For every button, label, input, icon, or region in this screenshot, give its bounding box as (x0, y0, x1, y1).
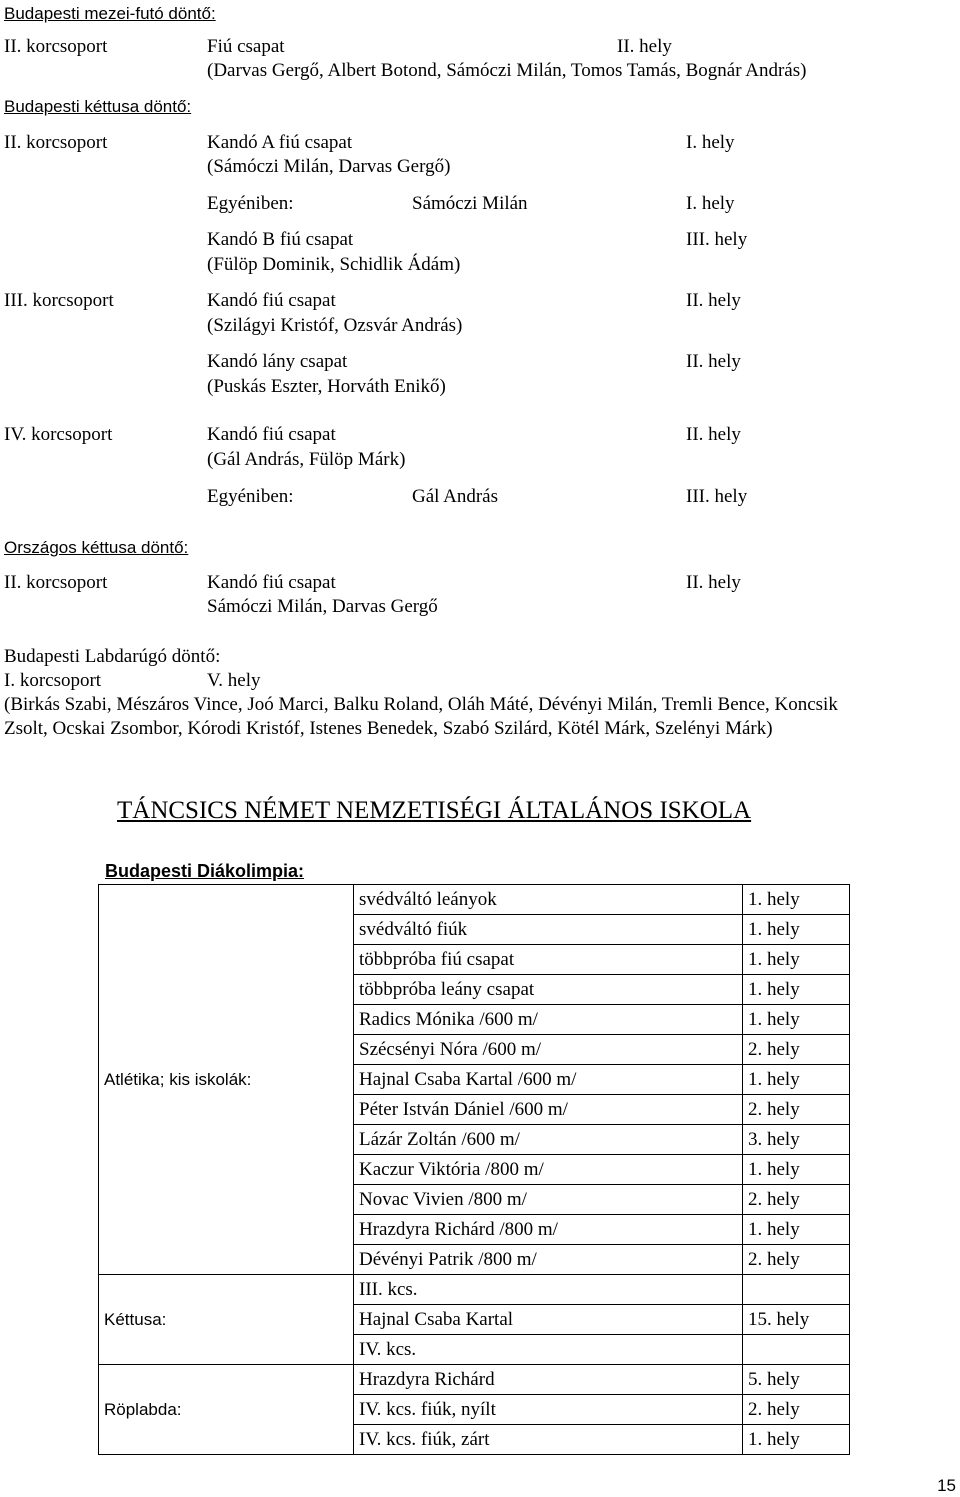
kettusa-a-members: (Sámóczi Milán, Darvas Gergő) (207, 156, 451, 177)
orszagos-group: II. korcsoport (4, 572, 108, 593)
kettusa-ind1-name: Sámóczi Milán (412, 193, 528, 214)
event-cell: többpróba fiú csapat (354, 945, 743, 975)
kettusa-a-team: Kandó A fiú csapat (207, 132, 353, 153)
event-cell: Hrazdyra Richárd /800 m/ (354, 1215, 743, 1245)
place-cell (743, 1335, 850, 1365)
labdarugo-heading: Budapesti Labdarúgó döntő: (4, 646, 221, 667)
event-cell: Hajnal Csaba Kartal (354, 1305, 743, 1335)
kettusa-ind2-label: Egyéniben: (207, 486, 294, 507)
kettusa-g3-place: II. hely (686, 290, 741, 311)
orszagos-members: Sámóczi Milán, Darvas Gergő (207, 596, 438, 617)
kettusa-bp-heading: Budapesti kéttusa döntő: (4, 97, 192, 116)
place-cell: 15. hely (743, 1305, 850, 1335)
event-cell: Szécsényi Nóra /600 m/ (354, 1035, 743, 1065)
mezei-heading: Budapesti mezei-futó döntő: (4, 4, 216, 23)
kettusa-g3-members: (Szilágyi Kristóf, Ozsvár András) (207, 315, 463, 336)
place-cell: 1. hely (743, 945, 850, 975)
labdarugo-members-line1: (Birkás Szabi, Mészáros Vince, Joó Marci, Balku Roland, Oláh Máté, Dévényi Milán, Tremli Bence, Koncsik (4, 694, 838, 715)
event-cell: svédváltó leányok (354, 885, 743, 915)
event-cell: Hrazdyra Richárd (354, 1365, 743, 1395)
results-table (98, 884, 850, 1455)
kettusa-g3-girls-team: Kandó lány csapat (207, 351, 348, 372)
event-cell: Novac Vivien /800 m/ (354, 1185, 743, 1215)
place-cell: 1. hely (743, 1425, 850, 1455)
mezei-group: II. korcsoport (4, 36, 108, 57)
kettusa-ind2-place: III. hely (686, 486, 748, 507)
place-cell: 1. hely (743, 975, 850, 1005)
place-cell: 3. hely (743, 1125, 850, 1155)
place-cell: 5. hely (743, 1365, 850, 1395)
kettusa-g4-place: II. hely (686, 424, 741, 445)
labdarugo-members-line2: Zsolt, Ocskai Zsombor, Kórodi Kristóf, Istenes Benedek, Szabó Szilárd, Kötél Márk, Szelényi Márk) (4, 718, 773, 739)
orszagos-place: II. hely (686, 572, 741, 593)
event-cell: Dévényi Patrik /800 m/ (354, 1245, 743, 1275)
kettusa-b-team: Kandó B fiú csapat (207, 229, 354, 250)
kettusa-a-place: I. hely (686, 132, 735, 153)
kettusa-g3-girls-members: (Puskás Eszter, Horváth Enikő) (207, 376, 446, 397)
mezei-team: Fiú csapat (207, 36, 285, 57)
event-cell: többpróba leány csapat (354, 975, 743, 1005)
page-number: 15 (937, 1476, 956, 1495)
category-atletika: Atlétika; kis iskolák: (99, 885, 354, 1275)
kettusa-g4-label: IV. korcsoport (4, 424, 113, 445)
place-cell (743, 1275, 850, 1305)
orszagos-team: Kandó fiú csapat (207, 572, 336, 593)
event-cell: IV. kcs. fiúk, nyílt (354, 1395, 743, 1425)
place-cell: 1. hely (743, 915, 850, 945)
event-cell: Péter István Dániel /600 m/ (354, 1095, 743, 1125)
place-cell: 2. hely (743, 1395, 850, 1425)
kettusa-g3-team: Kandó fiú csapat (207, 290, 336, 311)
mezei-members: (Darvas Gergő, Albert Botond, Sámóczi Milán, Tomos Tamás, Bognár András) (207, 60, 807, 81)
labdarugo-place: V. hely (207, 670, 261, 691)
kettusa-ind1-label: Egyéniben: (207, 193, 294, 214)
kettusa-ind2-name: Gál András (412, 486, 499, 507)
diakolimpia-heading: Budapesti Diákolimpia: (105, 861, 305, 881)
table-row (99, 1275, 850, 1305)
place-cell: 1. hely (743, 1005, 850, 1035)
event-cell: IV. kcs. fiúk, zárt (354, 1425, 743, 1455)
category-roplabda: Röplabda: (99, 1365, 354, 1455)
table-row (99, 1365, 850, 1395)
place-cell: 1. hely (743, 885, 850, 915)
kettusa-b-members: (Fülöp Dominik, Schidlik Ádám) (207, 254, 461, 275)
event-cell: III. kcs. (354, 1275, 743, 1305)
orszagos-heading: Országos kéttusa döntő: (4, 538, 189, 557)
place-cell: 2. hely (743, 1095, 850, 1125)
place-cell: 1. hely (743, 1215, 850, 1245)
event-cell: Hajnal Csaba Kartal /600 m/ (354, 1065, 743, 1095)
school-title: TÁNCSICS NÉMET NEMZETISÉGI ÁLTALÁNOS ISKOLA (117, 797, 752, 824)
event-cell: Kaczur Viktória /800 m/ (354, 1155, 743, 1185)
event-cell: Radics Mónika /600 m/ (354, 1005, 743, 1035)
labdarugo-group: I. korcsoport (4, 670, 102, 691)
kettusa-g3-girls-place: II. hely (686, 351, 741, 372)
kettusa-g4-team: Kandó fiú csapat (207, 424, 336, 445)
category-kettusa: Kéttusa: (99, 1275, 354, 1365)
place-cell: 2. hely (743, 1035, 850, 1065)
place-cell: 2. hely (743, 1185, 850, 1215)
kettusa-g3-label: III. korcsoport (4, 290, 114, 311)
event-cell: svédváltó fiúk (354, 915, 743, 945)
place-cell: 2. hely (743, 1245, 850, 1275)
table-row (99, 885, 850, 915)
mezei-place: II. hely (617, 36, 672, 57)
kettusa-ind1-place: I. hely (686, 193, 735, 214)
kettusa-g4-members: (Gál András, Fülöp Márk) (207, 449, 406, 470)
kettusa-g2-label: II. korcsoport (4, 132, 108, 153)
event-cell: IV. kcs. (354, 1335, 743, 1365)
event-cell: Lázár Zoltán /600 m/ (354, 1125, 743, 1155)
place-cell: 1. hely (743, 1065, 850, 1095)
place-cell: 1. hely (743, 1155, 850, 1185)
kettusa-b-place: III. hely (686, 229, 748, 250)
